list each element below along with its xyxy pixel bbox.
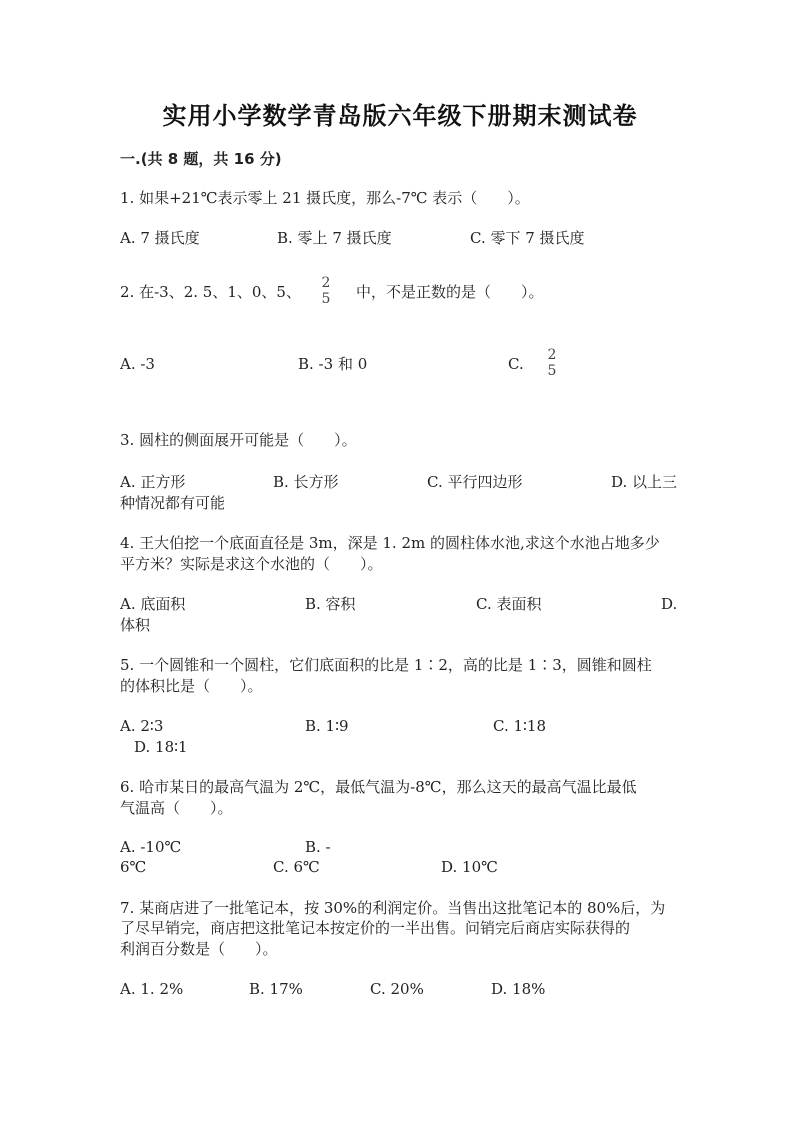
question-1-stem: 1. 如果+21℃表示零上 21 摄氏度，那么-7℃ 表示（ ）。 <box>120 189 530 207</box>
question-4-stem-line-2: 平方米？实际是求这个水池的（ ）。 <box>120 555 383 573</box>
section-header: 一.(共 8 题，共 16 分) <box>120 150 282 168</box>
q3-option-b: B. 长方形 <box>273 473 339 491</box>
question-6-stem-line-1: 6. 哈市某日的最高气温为 2℃，最低气温为-8℃，那么这天的最高气温比最低 <box>120 778 637 796</box>
question-6-stem-line-2: 气温高（ ）。 <box>120 799 233 817</box>
q6-option-c: C. 6℃ <box>273 858 320 876</box>
q6-option-b-wrap: 6℃ <box>120 858 147 876</box>
q7-option-a: A. 1. 2% <box>120 980 184 998</box>
q3-option-d-wrap: 种情况都有可能 <box>120 494 226 512</box>
question-2-stem-end: 中，不是正数的是（ ）。 <box>356 283 544 301</box>
q4-option-a: A. 底面积 <box>120 595 186 613</box>
q3-option-a: A. 正方形 <box>120 473 186 491</box>
q3-option-d: D. 以上三 <box>611 473 678 491</box>
question-2-stem-start: 2. 在-3、2. 5、1、0、5、 <box>120 283 301 301</box>
q1-option-c: C. 零下 7 摄氏度 <box>470 229 585 247</box>
q6-option-a: A. -10℃ <box>120 838 182 856</box>
q4-option-d: D. <box>661 595 678 613</box>
q5-option-a: A. 2∶3 <box>120 717 164 735</box>
q7-option-b: B. 17% <box>249 980 303 998</box>
q2-option-c-fraction <box>547 347 557 379</box>
question-3-stem: 3. 圆柱的侧面展开可能是（ ）。 <box>120 431 357 449</box>
q1-option-b: B. 零上 7 摄氏度 <box>277 229 392 247</box>
q6-option-b: B. - <box>305 838 331 856</box>
q1-option-a: A. 7 摄氏度 <box>120 229 200 247</box>
q7-option-d: D. 18% <box>491 980 546 998</box>
question-5-stem-line-1: 5. 一个圆锥和一个圆柱，它们底面积的比是 1∶2，高的比是 1∶3，圆锥和圆柱 <box>120 656 652 674</box>
question-4-stem-line-1: 4. 王大伯挖一个底面直径是 3m，深是 1. 2m 的圆柱体水池,求这个水池占地多少 <box>120 534 660 552</box>
q6-option-d: D. 10℃ <box>441 858 498 876</box>
q5-option-d: D. 18∶1 <box>134 738 188 756</box>
question-5-stem-line-2: 的体积比是（ ）。 <box>120 677 263 695</box>
q2-fraction-numerator: 2 <box>321 275 331 291</box>
q2-option-c-denominator: 5 <box>547 363 557 379</box>
page-title: 实用小学数学青岛版六年级下册期末测试卷 <box>162 102 638 130</box>
question-7-stem-line-1: 7. 某商店进了一批笔记本，按 30%的利润定价。当售出这批笔记本的 80%后，为 <box>120 899 666 917</box>
q7-option-c: C. 20% <box>370 980 424 998</box>
q4-option-d-wrap: 体积 <box>120 616 151 634</box>
q4-option-b: B. 容积 <box>305 595 356 613</box>
q2-fraction <box>321 275 331 307</box>
q2-fraction-denominator: 5 <box>321 291 331 307</box>
q2-option-c-numerator: 2 <box>547 347 557 363</box>
q2-option-b: B. -3 和 0 <box>298 355 368 373</box>
question-7-stem-line-3: 利润百分数是（ ）。 <box>120 940 278 958</box>
q2-option-c: C. <box>508 355 524 373</box>
q5-option-c: C. 1∶18 <box>493 717 547 735</box>
q3-option-c: C. 平行四边形 <box>427 473 523 491</box>
q5-option-b: B. 1∶9 <box>305 717 349 735</box>
question-7-stem-line-2: 了尽早销完，商店把这批笔记本按定价的一半出售。问销完后商店实际获得的 <box>120 919 631 937</box>
q4-option-c: C. 表面积 <box>476 595 542 613</box>
q2-option-a: A. -3 <box>120 355 155 373</box>
